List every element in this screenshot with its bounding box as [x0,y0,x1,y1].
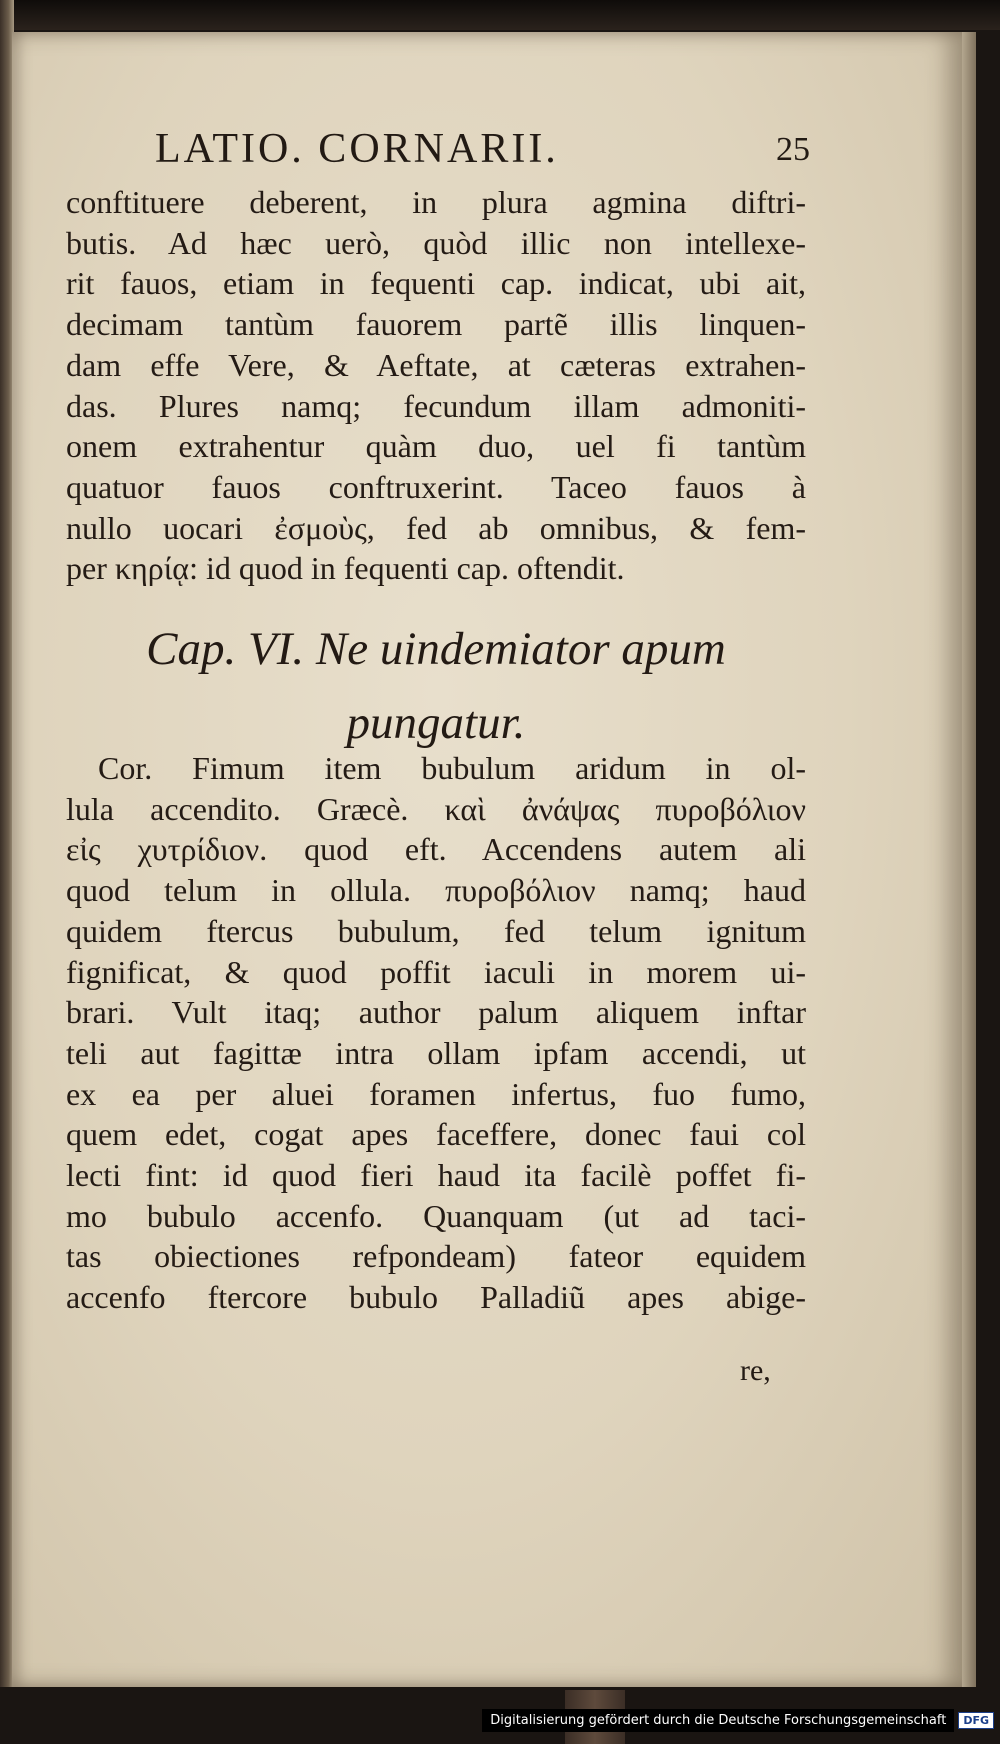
text-line: onem extrahentur quàm duo, uel fi tantùm [66,428,806,465]
text-line: per κηρίᾳ: id quod in fequenti cap. oftendit. [66,550,625,587]
text-line: tas obiectiones refpondeam) fateor equidem [66,1238,806,1275]
chapter-heading [66,612,806,760]
text-line: fignificat, & quod poffit iaculi in morem ui- [66,953,806,990]
text-line: teli aut fagittæ intra ollam ipfam accendi, ut [66,1034,806,1071]
text-line: quidem ftercus bubulum, fed telum ignitum [66,912,806,949]
text-line: mo bubulo accenfo. Quanquam (ut ad taci- [66,1197,806,1234]
text-line: quod telum in ollula. πυροβόλιον namq; haud [66,872,806,909]
footer-credit [0,1712,1000,1738]
text-line: εἰς χυτρίδιον. quod eft. Accendens autem ali [66,831,806,868]
text-line: nullo uocari ἐσμοὺς, fed ab omnibus, & fem- [66,509,806,546]
text-line: rit fauos, etiam in fequenti cap. indicat, ubi ait, [66,265,806,302]
text-line: conftituere deberent, in plura agmina diftri- [66,184,806,220]
paragraph-top [66,182,806,589]
page-number: 25 [776,131,810,168]
text-line: decimam tantùm fauorem partẽ illis linquen- [66,306,806,343]
text-line: das. Plures namq; fecundum illam admoniti- [66,387,806,424]
catchword: re, [740,1354,771,1387]
running-head [140,125,830,181]
chapter-title-line: Cap. VI. Ne uindemiator apum [146,623,726,675]
text-line: brari. Vult itaq; author palum aliquem inftar [66,994,806,1031]
text-line: accenfo ftercore bubulo Palladiũ apes abige- [66,1279,806,1316]
text-line: dam effe Vere, & Aeftate, at cæteras extrahen- [66,346,806,383]
text-line: ex ea per aluei foramen infertus, fuo fumo, [66,1075,806,1112]
chapter-title-line: pungatur. [346,697,526,749]
scan-top-edge [0,0,1000,30]
text-line: Cor. Fimum item bubulum aridum in ol- [98,750,806,786]
text-line: butis. Ad hæc uerò, quòd illic non intellexe- [66,224,806,261]
dfg-logo[interactable]: DFG [958,1712,994,1729]
page-fore-edge [962,32,976,1687]
text-line: quem edet, cogat apes faceffere, donec faui col [66,1116,806,1153]
footer-credit-text: Digitalisierung gefördert durch die Deutsche Forschungsgemeinschaft [482,1709,954,1732]
paragraph-body [66,748,806,1318]
text-line: lula accendito. Græcè. καὶ ἀνάψας πυροβόλιον [66,790,806,827]
text-line: quatuor fauos conftruxerint. Taceo fauos à [66,468,806,505]
text-line: lecti fint: id quod fieri haud ita facilè poffet fi- [66,1157,806,1194]
running-title: LATIO. CORNARII. [155,126,559,172]
